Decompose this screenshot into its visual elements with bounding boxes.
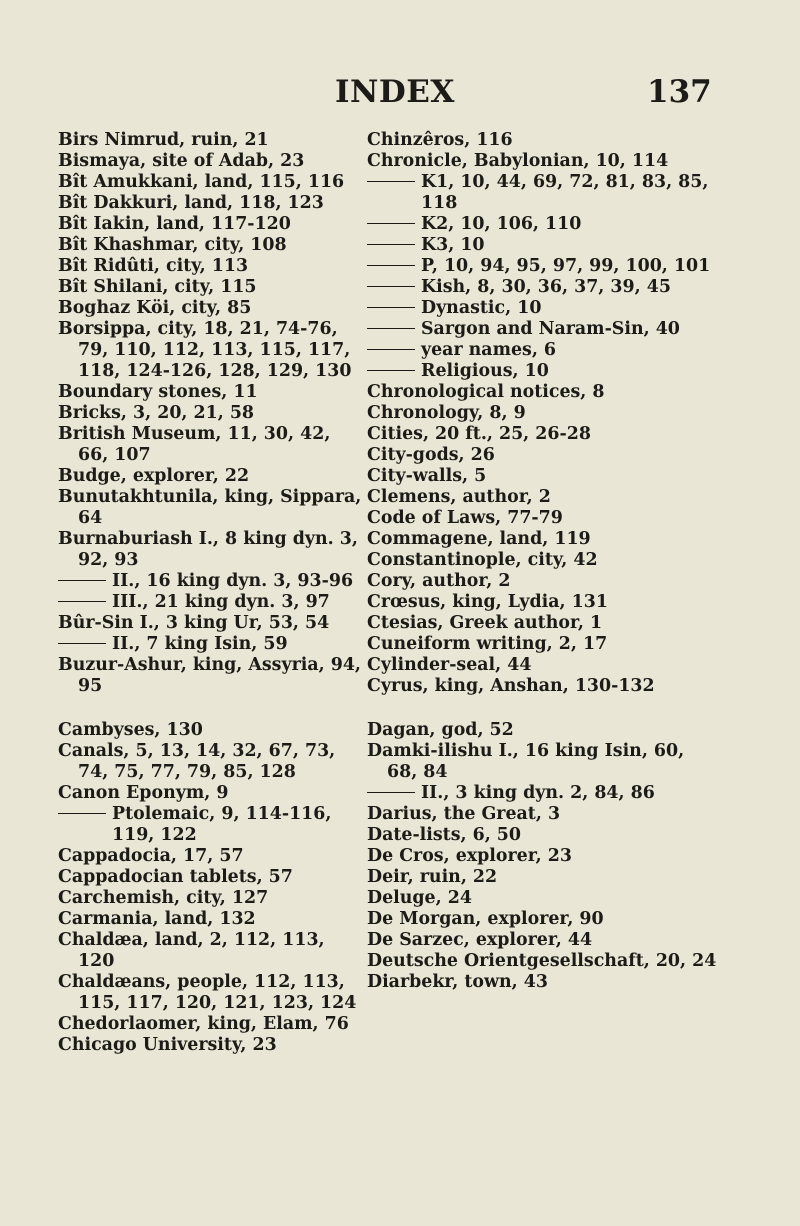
index-entry <box>367 741 717 783</box>
index-entry <box>367 130 717 151</box>
entry-text: Constantinople, city, 42 <box>367 550 598 570</box>
entry-text: Chedorlaomer, king, Elam, 76 <box>58 1014 349 1034</box>
entry-text: Deutsche Orientgesellschaft, 20, 24 <box>367 951 717 971</box>
index-entry <box>367 909 717 930</box>
index-entry <box>58 930 364 972</box>
ditto-dash <box>58 813 106 814</box>
index-subentry <box>367 214 717 235</box>
ditto-dash <box>367 244 415 245</box>
index-entry <box>58 529 364 571</box>
index-entry <box>367 888 717 909</box>
ditto-dash <box>367 328 415 329</box>
index-entry <box>367 634 717 655</box>
index-entry <box>58 909 364 930</box>
entry-text: Burnaburiash I., 8 king dyn. 3, 92, 93 <box>58 529 358 570</box>
index-entry <box>367 867 717 888</box>
index-entry <box>58 424 364 466</box>
index-entry <box>58 256 364 277</box>
index-entry <box>367 972 717 993</box>
entry-text: British Museum, 11, 30, 42, 66, 107 <box>58 424 331 465</box>
index-entry <box>58 1035 364 1056</box>
entry-text: II., 3 king dyn. 2, 84, 86 <box>421 783 655 803</box>
entry-text: Date-lists, 6, 50 <box>367 825 522 845</box>
index-entry <box>58 846 364 867</box>
entry-text: Kish, 8, 30, 36, 37, 39, 45 <box>421 277 671 297</box>
entry-text: Budge, explorer, 22 <box>58 466 250 486</box>
index-column-left <box>58 130 364 1056</box>
index-entry <box>367 676 717 697</box>
entry-text: Boghaz Köi, city, 85 <box>58 298 252 318</box>
index-subentry <box>367 172 717 214</box>
entry-text: Boundary stones, 11 <box>58 382 258 402</box>
index-entry <box>367 403 717 424</box>
entry-text: Bunutakhtunila, king, Sippara, 64 <box>58 487 362 528</box>
entry-text: Dagan, god, 52 <box>367 720 514 740</box>
index-entry <box>367 424 717 445</box>
entry-text: Deluge, 24 <box>367 888 472 908</box>
entry-text: Chicago University, 23 <box>58 1035 277 1055</box>
entry-text: K2, 10, 106, 110 <box>421 214 582 234</box>
index-entry <box>367 846 717 867</box>
index-entry <box>58 298 364 319</box>
index-entry <box>58 487 364 529</box>
index-entry <box>58 867 364 888</box>
ditto-dash <box>58 580 106 581</box>
entry-text: Cuneiform writing, 2, 17 <box>367 634 608 654</box>
entry-text: Bît Iakin, land, 117-120 <box>58 214 291 234</box>
entry-text: III., 21 king dyn. 3, 97 <box>112 592 330 612</box>
page-number: 137 <box>647 74 712 110</box>
entry-text: Clemens, author, 2 <box>367 487 551 507</box>
entry-text: Bît Amukkani, land, 115, 116 <box>58 172 345 192</box>
entry-text: Deir, ruin, 22 <box>367 867 498 887</box>
index-entry <box>367 951 717 972</box>
index-entry <box>367 529 717 550</box>
entry-text: Carchemish, city, 127 <box>58 888 269 908</box>
index-entry <box>58 193 364 214</box>
index-entry <box>367 151 717 172</box>
entry-text: Cappadocia, 17, 57 <box>58 846 244 866</box>
index-entry <box>58 972 364 1014</box>
entry-text: Carmania, land, 132 <box>58 909 256 929</box>
entry-text: De Morgan, explorer, 90 <box>367 909 604 929</box>
index-entry <box>58 403 364 424</box>
entry-text: Cory, author, 2 <box>367 571 511 591</box>
entry-text: Bricks, 3, 20, 21, 58 <box>58 403 255 423</box>
entry-text: Darius, the Great, 3 <box>367 804 561 824</box>
index-subentry <box>367 235 717 256</box>
index-subentry <box>58 634 364 655</box>
index-entry <box>58 172 364 193</box>
entry-text: De Sarzec, explorer, 44 <box>367 930 593 950</box>
entry-text: P, 10, 94, 95, 97, 99, 100, 101 <box>421 256 711 276</box>
index-entry <box>58 382 364 403</box>
ditto-dash <box>367 792 415 793</box>
entry-text: Damki-ilishu I., 16 king Isin, 60, 68, 84 <box>367 741 685 782</box>
entry-text: Diarbekr, town, 43 <box>367 972 548 992</box>
entry-text: Cyrus, king, Anshan, 130-132 <box>367 676 655 696</box>
index-subentry <box>367 277 717 298</box>
index-entry <box>367 655 717 676</box>
index-column-right <box>367 130 717 993</box>
index-subentry <box>58 804 364 846</box>
index-entry <box>58 235 364 256</box>
entry-text: Canon Eponym, 9 <box>58 783 229 803</box>
index-entry <box>367 445 717 466</box>
index-entry <box>367 613 717 634</box>
entry-text: Bûr-Sin I., 3 king Ur, 53, 54 <box>58 613 330 633</box>
entry-text: Chronology, 8, 9 <box>367 403 526 423</box>
entry-text: Sargon and Naram-Sin, 40 <box>421 319 680 339</box>
index-entry <box>58 720 364 741</box>
entry-text: II., 7 king Isin, 59 <box>112 634 288 654</box>
ditto-dash <box>367 223 415 224</box>
ditto-dash <box>367 349 415 350</box>
entry-text: Bît Ridûti, city, 113 <box>58 256 249 276</box>
index-subentry <box>367 256 717 277</box>
index-entry <box>58 888 364 909</box>
entry-text: Cylinder-seal, 44 <box>367 655 532 675</box>
index-entry <box>367 550 717 571</box>
index-entry <box>58 613 364 634</box>
entry-text: Dynastic, 10 <box>421 298 542 318</box>
index-entry <box>58 319 364 382</box>
section-gap <box>58 697 364 720</box>
index-entry <box>367 571 717 592</box>
index-entry <box>58 130 364 151</box>
index-entry <box>58 655 364 697</box>
entry-text: Cities, 20 ft., 25, 26-28 <box>367 424 591 444</box>
ditto-dash <box>367 265 415 266</box>
index-entry <box>367 804 717 825</box>
entry-text: City-walls, 5 <box>367 466 487 486</box>
entry-text: Cambyses, 130 <box>58 720 203 740</box>
index-subentry <box>58 592 364 613</box>
entry-text: Chronological notices, 8 <box>367 382 605 402</box>
entry-text: Ptolemaic, 9, 114-116, 119, 122 <box>112 804 332 845</box>
entry-text: Bît Shilani, city, 115 <box>58 277 257 297</box>
index-entry <box>367 487 717 508</box>
index-subentry <box>367 361 717 382</box>
entry-text: Canals, 5, 13, 14, 32, 67, 73, 74, 75, 77, 79, 85, 128 <box>58 741 336 782</box>
index-entry <box>58 741 364 783</box>
ditto-dash <box>367 286 415 287</box>
index-entry <box>367 930 717 951</box>
entry-text: year names, 6 <box>421 340 557 360</box>
index-subentry <box>367 783 717 804</box>
index-entry <box>367 508 717 529</box>
index-entry <box>58 466 364 487</box>
entry-text: Religious, 10 <box>421 361 549 381</box>
entry-text: De Cros, explorer, 23 <box>367 846 572 866</box>
index-entry <box>367 466 717 487</box>
ditto-dash <box>58 643 106 644</box>
index-entry <box>367 592 717 613</box>
entry-text: Borsippa, city, 18, 21, 74-76, 79, 110, 112, 113, 115, 117, 118, 124-126, 128, 129, 130 <box>58 319 352 381</box>
index-entry <box>367 382 717 403</box>
index-entry <box>367 825 717 846</box>
entry-text: Crœsus, king, Lydia, 131 <box>367 592 608 612</box>
entry-text: II., 16 king dyn. 3, 93-96 <box>112 571 354 591</box>
ditto-dash <box>58 601 106 602</box>
ditto-dash <box>367 307 415 308</box>
index-entry <box>367 720 717 741</box>
entry-text: Chronicle, Babylonian, 10, 114 <box>367 151 669 171</box>
entry-text: Birs Nimrud, ruin, 21 <box>58 130 269 150</box>
index-subentry <box>367 298 717 319</box>
page-title: INDEX <box>335 74 455 110</box>
ditto-dash <box>367 181 415 182</box>
entry-text: Cappadocian tablets, 57 <box>58 867 293 887</box>
entry-text: K1, 10, 44, 69, 72, 81, 83, 85, 118 <box>421 172 709 213</box>
index-entry <box>58 783 364 804</box>
entry-text: Buzur-Ashur, king, Assyria, 94, 95 <box>58 655 361 696</box>
entry-text: K3, 10 <box>421 235 485 255</box>
ditto-dash <box>367 370 415 371</box>
index-subentry <box>367 340 717 361</box>
index-entry <box>58 151 364 172</box>
index-subentry <box>367 319 717 340</box>
index-entry <box>58 277 364 298</box>
index-entry <box>58 214 364 235</box>
entry-text: Bît Dakkuri, land, 118, 123 <box>58 193 324 213</box>
entry-text: Chaldæans, people, 112, 113, 115, 117, 120, 121, 123, 124 <box>58 972 357 1013</box>
index-entry <box>58 1014 364 1035</box>
entry-text: Ctesias, Greek author, 1 <box>367 613 603 633</box>
entry-text: Chinzêros, 116 <box>367 130 513 150</box>
entry-text: City-gods, 26 <box>367 445 495 465</box>
section-gap <box>367 697 717 720</box>
entry-text: Commagene, land, 119 <box>367 529 591 549</box>
entry-text: Bît Khashmar, city, 108 <box>58 235 287 255</box>
entry-text: Chaldæa, land, 2, 112, 113, 120 <box>58 930 325 971</box>
page-header <box>0 74 800 114</box>
entry-text: Bismaya, site of Adab, 23 <box>58 151 305 171</box>
index-subentry <box>58 571 364 592</box>
entry-text: Code of Laws, 77-79 <box>367 508 563 528</box>
